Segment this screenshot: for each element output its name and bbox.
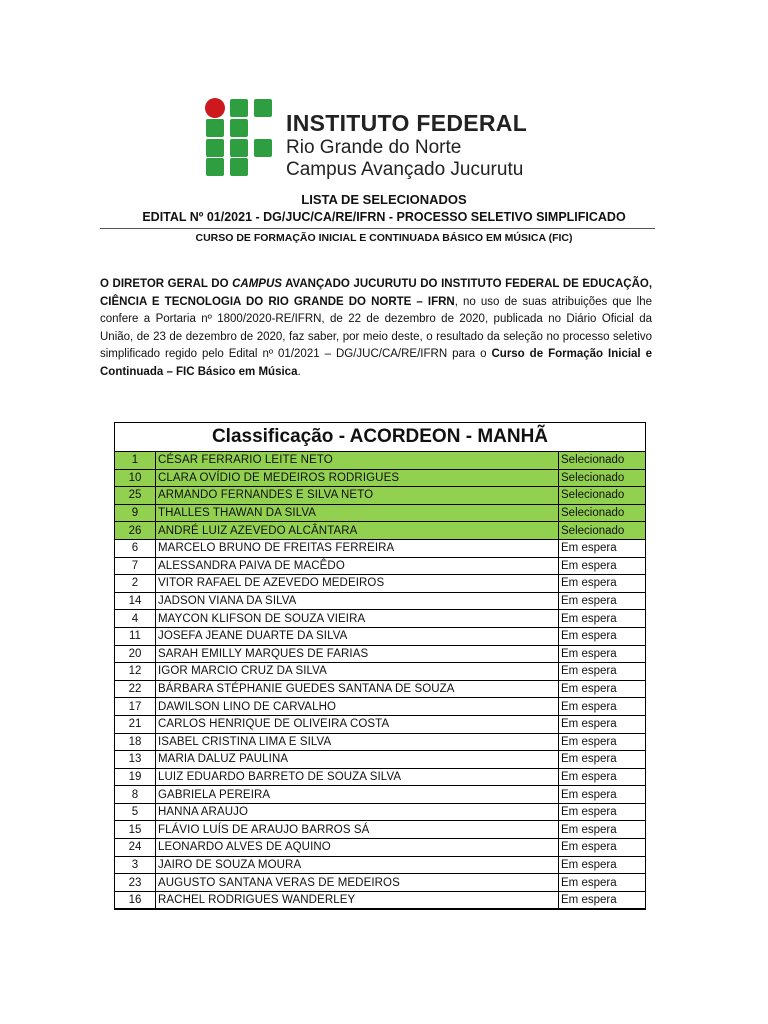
table-row bbox=[115, 522, 645, 540]
institution-logo bbox=[204, 98, 584, 180]
row-status: Em espera bbox=[559, 698, 646, 716]
row-number: 9 bbox=[115, 504, 156, 522]
row-number: 15 bbox=[115, 821, 156, 839]
table-row bbox=[115, 452, 645, 469]
table-row bbox=[115, 592, 645, 610]
row-status: Em espera bbox=[559, 839, 646, 857]
row-name: DAWILSON LINO DE CARVALHO bbox=[156, 698, 559, 716]
row-number: 21 bbox=[115, 715, 156, 733]
row-name: FLÁVIO LUÍS DE ARAUJO BARROS SÁ bbox=[156, 821, 559, 839]
row-name: BÁRBARA STÉPHANIE GUEDES SANTANA DE SOUZA bbox=[156, 680, 559, 698]
row-name: SARAH EMILLY MARQUES DE FARIAS bbox=[156, 645, 559, 663]
row-name: ISABEL CRISTINA LIMA E SILVA bbox=[156, 733, 559, 751]
table-row bbox=[115, 645, 645, 663]
row-status: Em espera bbox=[559, 768, 646, 786]
row-name: CÉSAR FERRARIO LEITE NETO bbox=[156, 452, 559, 469]
row-number: 18 bbox=[115, 733, 156, 751]
row-number: 10 bbox=[115, 469, 156, 487]
table-row bbox=[115, 487, 645, 505]
row-status: Em espera bbox=[559, 891, 646, 909]
row-name: JOSEFA JEANE DUARTE DA SILVA bbox=[156, 627, 559, 645]
table-row bbox=[115, 469, 645, 487]
row-number: 25 bbox=[115, 487, 156, 505]
table-row bbox=[115, 821, 645, 839]
row-status: Em espera bbox=[559, 821, 646, 839]
row-status: Selecionado bbox=[559, 487, 646, 505]
row-number: 1 bbox=[115, 452, 156, 469]
table-row bbox=[115, 715, 645, 733]
row-status: Em espera bbox=[559, 874, 646, 892]
row-status: Em espera bbox=[559, 645, 646, 663]
intro-bold-2: AVANÇADO JUCURUTU DO INSTITUTO FEDERAL DE EDUCAÇÃO, CIÊNCIA E TECNOLOGIA DO RIO GRANDE DO NORTE – IFRN bbox=[100, 278, 653, 308]
row-status: Selecionado bbox=[559, 469, 646, 487]
row-status: Em espera bbox=[559, 592, 646, 610]
logo-text bbox=[286, 112, 527, 179]
row-number: 23 bbox=[115, 874, 156, 892]
logo-institution: INSTITUTO FEDERAL bbox=[286, 110, 528, 136]
row-status: Em espera bbox=[559, 680, 646, 698]
row-number: 3 bbox=[115, 856, 156, 874]
row-name: ALESSANDRA PAIVA DE MACÊDO bbox=[156, 557, 559, 575]
row-status: Em espera bbox=[559, 715, 646, 733]
page-title: LISTA DE SELECIONADOS bbox=[301, 192, 467, 207]
logo-campus: Campus Avançado Jucurutu bbox=[286, 159, 524, 180]
row-status: Em espera bbox=[559, 733, 646, 751]
row-status: Selecionado bbox=[559, 452, 646, 469]
logo-state: Rio Grande do Norte bbox=[286, 137, 462, 158]
row-name: LEONARDO ALVES DE AQUINO bbox=[156, 839, 559, 857]
row-name: CARLOS HENRIQUE DE OLIVEIRA COSTA bbox=[156, 715, 559, 733]
row-number: 7 bbox=[115, 557, 156, 575]
row-status: Em espera bbox=[559, 575, 646, 593]
row-number: 24 bbox=[115, 839, 156, 857]
row-name: ANDRÉ LUIZ AZEVEDO ALCÂNTARA bbox=[156, 522, 559, 540]
table-row bbox=[115, 786, 645, 804]
row-number: 6 bbox=[115, 539, 156, 557]
row-number: 14 bbox=[115, 592, 156, 610]
row-name: MARIA DALUZ PAULINA bbox=[156, 751, 559, 769]
row-number: 13 bbox=[115, 751, 156, 769]
table-row bbox=[115, 557, 645, 575]
row-status: Selecionado bbox=[559, 504, 646, 522]
row-status: Em espera bbox=[559, 539, 646, 557]
table-row bbox=[115, 733, 645, 751]
table-row bbox=[115, 627, 645, 645]
table-row bbox=[115, 504, 645, 522]
table-row bbox=[115, 663, 645, 681]
row-status: Em espera bbox=[559, 663, 646, 681]
row-status: Em espera bbox=[559, 610, 646, 628]
table-row bbox=[115, 610, 645, 628]
classification-table bbox=[114, 422, 646, 910]
table-row bbox=[115, 698, 645, 716]
row-number: 16 bbox=[115, 891, 156, 909]
row-number: 22 bbox=[115, 680, 156, 698]
table-title: Classificação - ACORDEON - MANHÃ bbox=[115, 423, 645, 452]
row-status: Em espera bbox=[559, 751, 646, 769]
row-name: LUIZ EDUARDO BARRETO DE SOUZA SILVA bbox=[156, 768, 559, 786]
row-name: CLARA OVÍDIO DE MEDEIROS RODRIGUES bbox=[156, 469, 559, 487]
row-name: MARCELO BRUNO DE FREITAS FERREIRA bbox=[156, 539, 559, 557]
table-row bbox=[115, 839, 645, 857]
table-row bbox=[115, 874, 645, 892]
edital-heading: EDITAL Nº 01/2021 - DG/JUC/CA/RE/IFRN - PROCESSO SELETIVO SIMPLIFICADO bbox=[142, 210, 626, 224]
intro-end: . bbox=[297, 365, 301, 378]
row-name: HANNA ARAUJO bbox=[156, 803, 559, 821]
heading-divider bbox=[100, 228, 655, 229]
row-name: JAIRO DE SOUZA MOURA bbox=[156, 856, 559, 874]
table-row bbox=[115, 768, 645, 786]
row-status: Em espera bbox=[559, 803, 646, 821]
row-name: GABRIELA PEREIRA bbox=[156, 786, 559, 804]
row-status: Em espera bbox=[559, 856, 646, 874]
table-row bbox=[115, 891, 645, 909]
intro-paragraph bbox=[100, 276, 652, 381]
table-row bbox=[115, 803, 645, 821]
row-number: 5 bbox=[115, 803, 156, 821]
row-number: 4 bbox=[115, 610, 156, 628]
table-row bbox=[115, 856, 645, 874]
row-number: 17 bbox=[115, 698, 156, 716]
row-name: VITOR RAFAEL DE AZEVEDO MEDEIROS bbox=[156, 575, 559, 593]
row-name: IGOR MARCIO CRUZ DA SILVA bbox=[156, 663, 559, 681]
table-row bbox=[115, 539, 645, 557]
row-name: RACHEL RODRIGUES WANDERLEY bbox=[156, 891, 559, 909]
row-name: JADSON VIANA DA SILVA bbox=[156, 592, 559, 610]
row-name: MAYCON KLIFSON DE SOUZA VIEIRA bbox=[156, 610, 559, 628]
intro-body: , no uso de suas atribuições que lhe confere a Portaria nº 1800/2020-RE/IFRN, de 22 de dezembro de 2020, publicada no Diário Oficial da União, de 23 de dezembro de 2020, faz saber, por meio deste, o resultado da seleção no processo seletivo simplificado regido pelo Edital nº 01/2021 – DG/JUC/CA/RE/IFRN para o bbox=[100, 295, 652, 360]
row-number: 19 bbox=[115, 768, 156, 786]
row-status: Selecionado bbox=[559, 522, 646, 540]
row-number: 11 bbox=[115, 627, 156, 645]
row-status: Em espera bbox=[559, 627, 646, 645]
results-table bbox=[115, 452, 645, 909]
row-name: ARMANDO FERNANDES E SILVA NETO bbox=[156, 487, 559, 505]
intro-bold-1: O DIRETOR GERAL DO bbox=[100, 278, 233, 290]
row-name: THALLES THAWAN DA SILVA bbox=[156, 504, 559, 522]
row-name: AUGUSTO SANTANA VERAS DE MEDEIROS bbox=[156, 874, 559, 892]
table-row bbox=[115, 575, 645, 593]
intro-campus: CAMPUS bbox=[232, 278, 282, 290]
row-status: Em espera bbox=[559, 786, 646, 804]
course-heading: CURSO DE FORMAÇÃO INICIAL E CONTINUADA BÁSICO EM MÚSICA (FIC) bbox=[195, 232, 573, 244]
if-logo-mark-icon bbox=[204, 98, 274, 176]
row-number: 2 bbox=[115, 575, 156, 593]
intro-course: Curso de Formação Inicial e Continuada – FIC Básico em Música bbox=[100, 348, 652, 378]
row-number: 20 bbox=[115, 645, 156, 663]
row-number: 8 bbox=[115, 786, 156, 804]
table-row bbox=[115, 680, 645, 698]
row-number: 26 bbox=[115, 522, 156, 540]
row-status: Em espera bbox=[559, 557, 646, 575]
table-row bbox=[115, 751, 645, 769]
row-number: 12 bbox=[115, 663, 156, 681]
